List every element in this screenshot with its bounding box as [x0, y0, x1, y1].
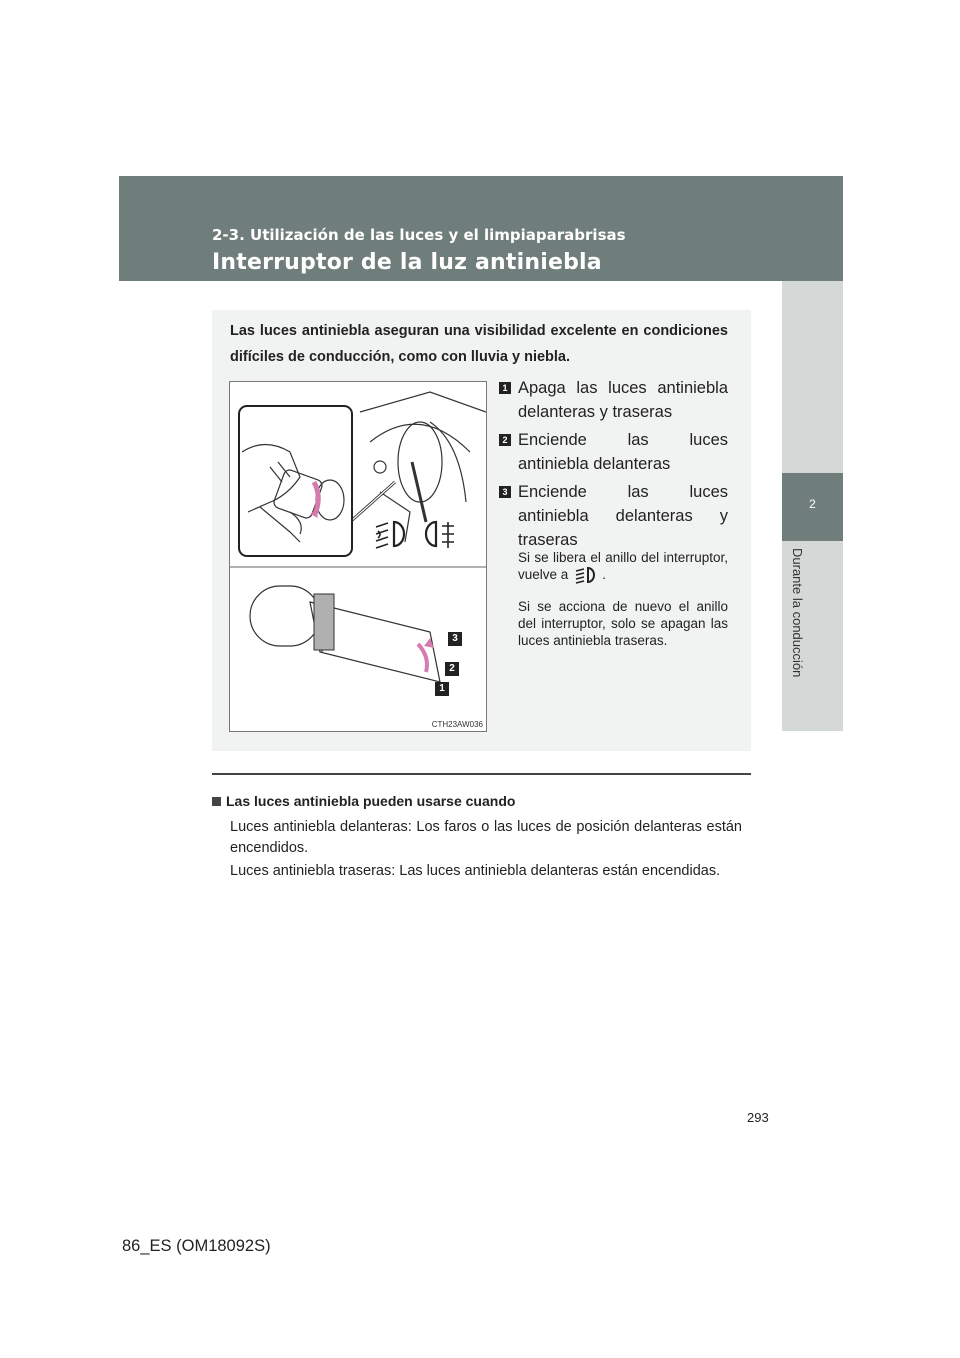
front-fog-icon: [572, 566, 598, 584]
document-code: 86_ES (OM18092S): [122, 1237, 271, 1255]
fog-light-icons: [376, 522, 454, 548]
conditions-heading: [212, 793, 515, 809]
callout-3: 3: [448, 632, 462, 646]
step-badge: 1: [499, 382, 511, 394]
intro-text: Las luces antiniebla aseguran una visibilidad excelente en condiciones difíciles de conducción, como con lluvia y niebla.: [230, 323, 728, 365]
page-number: 293: [747, 1110, 769, 1125]
front-fog-condition: Luces antiniebla delanteras: Los faros o las luces de posición delanteras están encendidos.: [230, 819, 742, 856]
divider: [212, 773, 751, 775]
chapter-title: Durante la conducción: [790, 548, 805, 678]
step-list: [499, 376, 728, 556]
release-note: [518, 549, 728, 584]
step-text: Enciende las luces antiniebla delanteras: [518, 431, 728, 473]
release-note-text: Si se libera el anillo del interruptor, vuelve a: [518, 550, 728, 582]
callout-1: 1: [435, 682, 449, 696]
section-label: 2-3. Utilización de las luces y el limpiaparabrisas: [212, 226, 626, 244]
fog-switch-illustration: [229, 381, 487, 732]
illustration-drawing: [230, 382, 486, 731]
step-3: [499, 480, 728, 552]
figure-code: CTH23AW036: [431, 720, 483, 729]
side-strip-upper: [782, 281, 843, 473]
step-badge: 2: [499, 434, 511, 446]
step-1: [499, 376, 728, 424]
step-badge: 3: [499, 486, 511, 498]
release-note-end: .: [602, 567, 607, 582]
chapter-number: 2: [809, 497, 816, 511]
conditions-heading-text: Las luces antiniebla pueden usarse cuando: [226, 793, 516, 809]
rear-fog-condition: Luces antiniebla traseras: Las luces antiniebla delanteras están encendidas.: [230, 863, 721, 879]
square-bullet-icon: [212, 797, 221, 806]
page-title: Interruptor de la luz antiniebla: [212, 250, 602, 275]
again-note: Si se acciona de nuevo el anillo del interruptor, solo se apagan las luces antiniebla traseras.: [518, 599, 728, 648]
callout-2: 2: [445, 662, 459, 676]
chapter-tab[interactable]: [782, 473, 843, 541]
step-text: Enciende las luces antiniebla delanteras y traseras: [518, 483, 728, 549]
step-text: Apaga las luces antiniebla delanteras y traseras: [518, 379, 728, 421]
step-2: [499, 428, 728, 476]
